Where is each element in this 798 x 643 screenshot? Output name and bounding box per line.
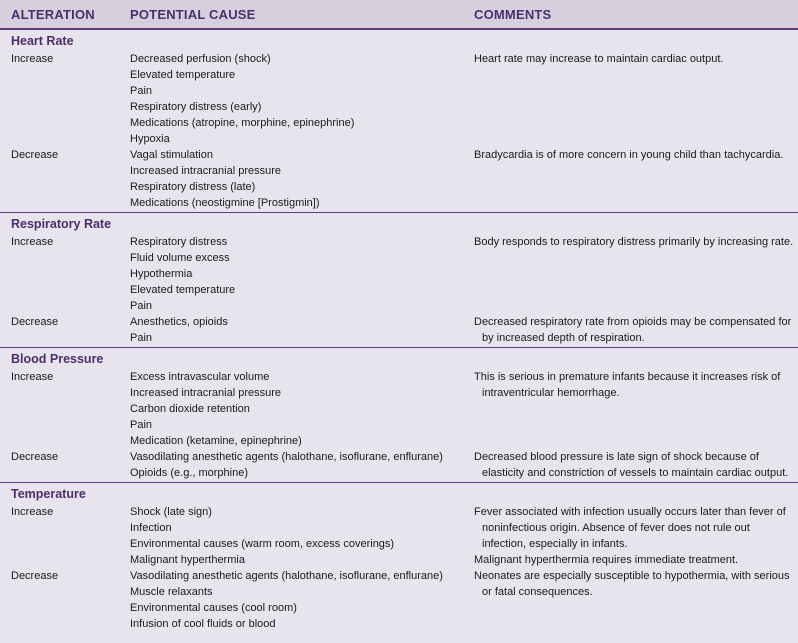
table-row-blood-pressure-decrease	[0, 449, 798, 481]
comment-line: or fatal consequences.	[482, 586, 593, 598]
cause-item: Muscle relaxants	[130, 586, 213, 598]
section-divider	[0, 347, 798, 348]
cause-item: Medication (ketamine, epinephrine)	[130, 435, 302, 447]
cause-item: Shock (late sign)	[130, 506, 212, 518]
comment-line: elasticity and constriction of vessels to maintain cardiac output.	[482, 467, 789, 479]
alteration-cell	[11, 369, 53, 385]
alteration-cell	[11, 234, 53, 250]
cause-item: Opioids (e.g., morphine)	[130, 467, 248, 479]
cause-item: Pain	[130, 419, 153, 431]
cause-item: Hypothermia	[130, 268, 193, 280]
table-body	[0, 30, 798, 632]
section-divider	[0, 482, 798, 483]
cause-item: Infusion of cool fluids or blood	[130, 618, 276, 630]
cause-item: Pain	[130, 85, 153, 97]
alteration-label: Increase	[11, 53, 54, 65]
table-row-temperature-increase	[0, 504, 798, 568]
table-row-temperature-decrease	[0, 568, 798, 632]
section-title-heart-rate	[0, 33, 798, 51]
comments-cell	[474, 147, 794, 163]
cause-item: Vagal stimulation	[130, 149, 213, 161]
comments-cell	[474, 234, 794, 250]
comment-line: Neonates are especially susceptible to hypothermia, with serious	[474, 570, 790, 582]
potential-cause-cell	[130, 449, 443, 481]
cause-item: Anesthetics, opioids	[130, 316, 228, 328]
alteration-label: Decrease	[11, 149, 59, 161]
alteration-label: Decrease	[11, 570, 59, 582]
table-row-heart-rate-decrease	[0, 147, 798, 211]
header-potential-cause: POTENTIAL CAUSE	[130, 7, 256, 22]
section-title-temperature	[0, 486, 798, 504]
alteration-label: Decrease	[11, 451, 59, 463]
section-title-text: Heart Rate	[11, 34, 74, 48]
potential-cause-cell	[130, 147, 320, 211]
comments-cell	[474, 314, 794, 346]
cause-item: Increased intracranial pressure	[130, 165, 282, 177]
comments-cell	[474, 449, 794, 481]
cause-item: Medications (neostigmine [Prostigmin])	[130, 197, 320, 209]
comment-line: Bradycardia is of more concern in young child than tachycardia.	[474, 149, 784, 161]
cause-item: Respiratory distress (late)	[130, 181, 256, 193]
alteration-label: Increase	[11, 236, 54, 248]
comment-line: This is serious in premature infants because it increases risk of	[474, 371, 781, 383]
potential-cause-cell	[130, 369, 302, 449]
comment-line: Decreased blood pressure is late sign of shock because of	[474, 451, 759, 463]
alteration-label: Increase	[11, 371, 54, 383]
section-title-text: Temperature	[11, 487, 86, 501]
potential-cause-cell	[130, 504, 394, 568]
cause-item: Vasodilating anesthetic agents (halothane, isoflurane, enflurane)	[130, 570, 443, 582]
alteration-cell	[11, 504, 53, 520]
potential-cause-cell	[130, 234, 235, 314]
table-header	[0, 0, 798, 30]
alteration-label: Decrease	[11, 316, 59, 328]
potential-cause-cell	[130, 51, 354, 147]
comment-line: Body responds to respiratory distress primarily by increasing rate.	[474, 236, 794, 248]
cause-item: Infection	[130, 522, 172, 534]
section-divider	[0, 212, 798, 213]
section-title-blood-pressure	[0, 351, 798, 369]
section-title-text: Respiratory Rate	[11, 217, 112, 231]
cause-item: Pain	[130, 332, 153, 344]
table-row-blood-pressure-increase	[0, 369, 798, 449]
table-row-respiratory-rate-increase	[0, 234, 798, 314]
comments-cell	[474, 504, 794, 568]
section-title-respiratory-rate	[0, 216, 798, 234]
comment-line: Fever associated with infection usually occurs later than fever of	[474, 506, 786, 518]
cause-item: Respiratory distress (early)	[130, 101, 262, 113]
alteration-cell	[11, 568, 58, 584]
alteration-label: Increase	[11, 506, 54, 518]
cause-item: Respiratory distress	[130, 236, 228, 248]
cause-item: Increased intracranial pressure	[130, 387, 282, 399]
table-row-heart-rate-increase	[0, 51, 798, 147]
comment-line: by increased depth of respiration.	[482, 332, 645, 344]
potential-cause-cell	[130, 568, 443, 632]
comments-cell	[474, 369, 794, 401]
cause-item: Environmental causes (warm room, excess coverings)	[130, 538, 395, 550]
cause-item: Vasodilating anesthetic agents (halothane, isoflurane, enflurane)	[130, 451, 443, 463]
alteration-cell	[11, 314, 58, 330]
comments-cell	[474, 51, 794, 67]
alteration-cell	[11, 147, 58, 163]
alteration-cell	[11, 51, 53, 67]
cause-item: Medications (atropine, morphine, epinephrine)	[130, 117, 355, 129]
comment-line: Malignant hyperthermia requires immediate treatment.	[474, 554, 739, 566]
cause-item: Elevated temperature	[130, 69, 236, 81]
comment-line: infection, especially in infants.	[482, 538, 628, 550]
cause-item: Decreased perfusion (shock)	[130, 53, 271, 65]
cause-item: Fluid volume excess	[130, 252, 230, 264]
comment-line: Decreased respiratory rate from opioids may be compensated for	[474, 316, 792, 328]
cause-item: Environmental causes (cool room)	[130, 602, 297, 614]
cause-item: Hypoxia	[130, 133, 170, 145]
comments-cell	[474, 568, 794, 600]
cause-item: Elevated temperature	[130, 284, 236, 296]
comment-line: intraventricular hemorrhage.	[482, 387, 620, 399]
table-row-respiratory-rate-decrease	[0, 314, 798, 346]
cause-item: Malignant hyperthermia	[130, 554, 245, 566]
section-title-text: Blood Pressure	[11, 352, 104, 366]
cause-item: Pain	[130, 300, 153, 312]
alteration-cell	[11, 449, 58, 465]
cause-item: Excess intravascular volume	[130, 371, 270, 383]
comment-line: Heart rate may increase to maintain cardiac output.	[474, 53, 724, 65]
header-comments: COMMENTS	[474, 7, 552, 22]
comment-line: noninfectious origin. Absence of fever does not rule out	[482, 522, 750, 534]
potential-cause-cell	[130, 314, 228, 346]
header-alteration: ALTERATION	[11, 7, 95, 22]
cause-item: Carbon dioxide retention	[130, 403, 250, 415]
